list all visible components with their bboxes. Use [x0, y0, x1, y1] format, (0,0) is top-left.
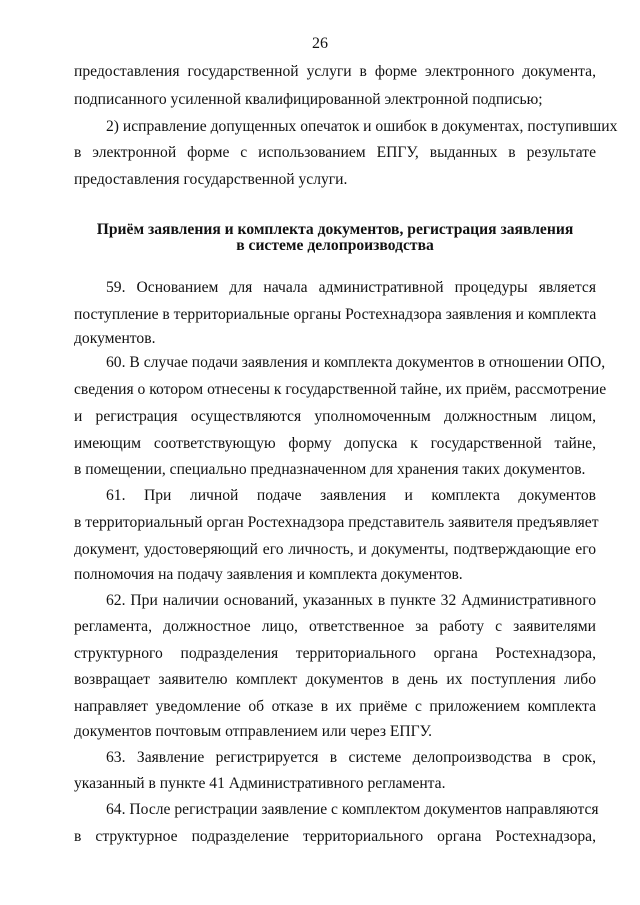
paragraph-62-line: структурного подразделения территориального органа Ростехнадзора,: [74, 645, 596, 662]
paragraph-62-line: 62. При наличии оснований, указанных в пункте 32 Административного: [106, 592, 596, 609]
paragraph-61-line: полномочия на подачу заявления и комплекта документов.: [74, 566, 463, 583]
paragraph-64-line: 64. После регистрации заявление с комплектом документов направляются: [106, 801, 599, 818]
text-line: предоставления государственной услуги в форме электронного документа,: [74, 63, 596, 80]
paragraph-60-line: сведения о котором отнесены к государственной тайне, их приём, рассмотрение: [74, 381, 607, 398]
paragraph-60-line: 60. В случае подачи заявления и комплекта документов в отношении ОПО,: [106, 354, 606, 371]
section-heading: Приём заявления и комплекта документов, регистрация заявления: [96, 221, 574, 238]
paragraph-59-line: 59. Основанием для начала административной процедуры является: [106, 279, 596, 296]
page-number: 26: [312, 35, 328, 52]
paragraph-62-line: документов почтовым отправлением или через ЕПГУ.: [74, 723, 433, 740]
paragraph-63-line: указанный в пункте 41 Административного регламента.: [74, 775, 446, 792]
paragraph-62-line: направляет уведомление об отказе в их приёме с приложением комплекта: [74, 698, 596, 715]
paragraph-62-line: возвращает заявителю комплект документов в день их поступления либо: [74, 671, 596, 688]
text-line: 2) исправление допущенных опечаток и ошибок в документах, поступивших: [106, 118, 618, 135]
paragraph-61-line: в территориальный орган Ростехнадзора представитель заявителя предъявляет: [74, 514, 599, 531]
paragraph-62-line: регламента, должностное лицо, ответственное за работу с заявителями: [74, 618, 596, 635]
paragraph-60-line: в помещении, специально предназначенном для хранения таких документов.: [74, 461, 586, 478]
paragraph-64-line: в структурное подразделение территориального органа Ростехнадзора,: [74, 828, 596, 845]
paragraph-61-line: документ, удостоверяющий его личность, и документы, подтверждающие его: [74, 541, 596, 558]
paragraph-59-line: поступление в территориальные органы Ростехнадзора заявления и комплекта: [74, 306, 597, 323]
paragraph-59-line: документов.: [74, 330, 156, 347]
paragraph-60-line: имеющим соответствующую форму допуска к государственной тайне,: [74, 435, 596, 452]
text-line: предоставления государственной услуги.: [74, 171, 348, 188]
text-line: подписанного усиленной квалифицированной электронной подписью;: [74, 91, 543, 108]
section-heading: в системе делопроизводства: [236, 237, 434, 254]
paragraph-60-line: и регистрация осуществляются уполномоченным должностным лицом,: [74, 408, 596, 425]
text-line: в электронной форме с использованием ЕПГУ, выданных в результате: [74, 144, 596, 161]
paragraph-63-line: 63. Заявление регистрируется в системе делопроизводства в срок,: [106, 749, 596, 766]
paragraph-61-line: 61. При личной подаче заявления и комплекта документов: [106, 487, 596, 504]
